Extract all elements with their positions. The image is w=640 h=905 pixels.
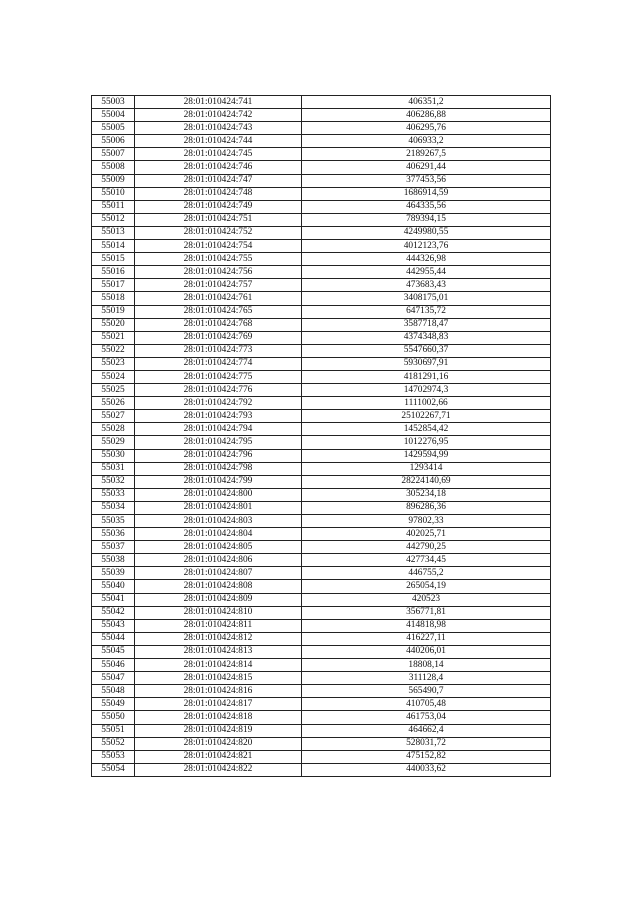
row-number-cell: 55016 (92, 266, 135, 279)
cadastral-number-cell: 28:01:010424:795 (135, 436, 302, 449)
value-cell: 440206,01 (302, 645, 551, 658)
table-row (92, 541, 551, 554)
row-number-cell: 55034 (92, 501, 135, 514)
value-cell: 265054,19 (302, 580, 551, 593)
value-cell: 442955,44 (302, 266, 551, 279)
cadastral-number-cell: 28:01:010424:807 (135, 567, 302, 580)
value-cell: 565490,7 (302, 685, 551, 698)
value-cell: 406933,2 (302, 135, 551, 148)
table-row (92, 501, 551, 514)
table-row (92, 672, 551, 685)
table-row (92, 606, 551, 619)
row-number-cell: 55037 (92, 541, 135, 554)
table-row (92, 122, 551, 135)
value-cell: 28224140,69 (302, 475, 551, 488)
table-row (92, 554, 551, 567)
row-number-cell: 55040 (92, 580, 135, 593)
cadastral-number-cell: 28:01:010424:769 (135, 331, 302, 344)
value-cell: 406291,44 (302, 161, 551, 174)
table-row (92, 685, 551, 698)
table-row (92, 331, 551, 344)
cadastral-number-cell: 28:01:010424:801 (135, 501, 302, 514)
row-number-cell: 55045 (92, 645, 135, 658)
value-cell: 1293414 (302, 462, 551, 475)
cadastral-number-cell: 28:01:010424:743 (135, 122, 302, 135)
row-number-cell: 55050 (92, 711, 135, 724)
row-number-cell: 55026 (92, 397, 135, 410)
cadastral-number-cell: 28:01:010424:817 (135, 698, 302, 711)
row-number-cell: 55053 (92, 750, 135, 763)
value-cell: 414818,98 (302, 619, 551, 632)
cadastral-number-cell: 28:01:010424:765 (135, 305, 302, 318)
cadastral-number-cell: 28:01:010424:811 (135, 619, 302, 632)
value-cell: 427734,45 (302, 554, 551, 567)
table-row (92, 292, 551, 305)
cadastral-number-cell: 28:01:010424:794 (135, 423, 302, 436)
table-row (92, 659, 551, 672)
table-row (92, 567, 551, 580)
value-cell: 4249980,55 (302, 226, 551, 239)
cadastral-number-cell: 28:01:010424:806 (135, 554, 302, 567)
table-row (92, 148, 551, 161)
cadastral-number-cell: 28:01:010424:749 (135, 200, 302, 213)
cadastral-number-cell: 28:01:010424:748 (135, 187, 302, 200)
cadastral-number-cell: 28:01:010424:793 (135, 410, 302, 423)
value-cell: 3408175,01 (302, 292, 551, 305)
cadastral-number-cell: 28:01:010424:821 (135, 750, 302, 763)
value-cell: 5930697,91 (302, 357, 551, 370)
cadastral-number-cell: 28:01:010424:820 (135, 737, 302, 750)
cadastral-number-cell: 28:01:010424:822 (135, 763, 302, 776)
value-cell: 377453,56 (302, 174, 551, 187)
value-cell: 420523 (302, 593, 551, 606)
table-row (92, 410, 551, 423)
value-cell: 1429594,99 (302, 449, 551, 462)
row-number-cell: 55022 (92, 344, 135, 357)
table-row (92, 109, 551, 122)
row-number-cell: 55009 (92, 174, 135, 187)
value-cell: 18808,14 (302, 659, 551, 672)
table-row (92, 580, 551, 593)
value-cell: 311128,4 (302, 672, 551, 685)
row-number-cell: 55017 (92, 279, 135, 292)
value-cell: 14702974,3 (302, 384, 551, 397)
cadastral-number-cell: 28:01:010424:818 (135, 711, 302, 724)
row-number-cell: 55044 (92, 632, 135, 645)
row-number-cell: 55043 (92, 619, 135, 632)
value-cell: 473683,43 (302, 279, 551, 292)
row-number-cell: 55006 (92, 135, 135, 148)
table-row (92, 645, 551, 658)
value-cell: 4374348,83 (302, 331, 551, 344)
value-cell: 442790,25 (302, 541, 551, 554)
row-number-cell: 55013 (92, 226, 135, 239)
table-row (92, 161, 551, 174)
cadastral-number-cell: 28:01:010424:761 (135, 292, 302, 305)
table-row (92, 698, 551, 711)
row-number-cell: 55020 (92, 318, 135, 331)
cadastral-number-cell: 28:01:010424:803 (135, 515, 302, 528)
row-number-cell: 55042 (92, 606, 135, 619)
cadastral-number-cell: 28:01:010424:741 (135, 96, 302, 109)
value-cell: 1686914,59 (302, 187, 551, 200)
table-row (92, 174, 551, 187)
row-number-cell: 55005 (92, 122, 135, 135)
cadastral-number-cell: 28:01:010424:774 (135, 357, 302, 370)
table-row (92, 344, 551, 357)
table-row (92, 187, 551, 200)
data-table (91, 95, 551, 777)
cadastral-number-cell: 28:01:010424:755 (135, 253, 302, 266)
cadastral-number-cell: 28:01:010424:814 (135, 659, 302, 672)
cadastral-number-cell: 28:01:010424:813 (135, 645, 302, 658)
cadastral-number-cell: 28:01:010424:809 (135, 593, 302, 606)
table-row (92, 397, 551, 410)
value-cell: 4181291,16 (302, 370, 551, 383)
table-row (92, 279, 551, 292)
table-row (92, 370, 551, 383)
cadastral-number-cell: 28:01:010424:796 (135, 449, 302, 462)
value-cell: 406295,76 (302, 122, 551, 135)
row-number-cell: 55012 (92, 213, 135, 226)
value-cell: 1452854,42 (302, 423, 551, 436)
table-row (92, 253, 551, 266)
value-cell: 410705,48 (302, 698, 551, 711)
table-row (92, 200, 551, 213)
row-number-cell: 55007 (92, 148, 135, 161)
value-cell: 406351,2 (302, 96, 551, 109)
row-number-cell: 55028 (92, 423, 135, 436)
value-cell: 1012276,95 (302, 436, 551, 449)
row-number-cell: 55011 (92, 200, 135, 213)
row-number-cell: 55025 (92, 384, 135, 397)
cadastral-number-cell: 28:01:010424:744 (135, 135, 302, 148)
value-cell: 416227,11 (302, 632, 551, 645)
row-number-cell: 55014 (92, 240, 135, 253)
row-number-cell: 55003 (92, 96, 135, 109)
cadastral-number-cell: 28:01:010424:742 (135, 109, 302, 122)
row-number-cell: 55051 (92, 724, 135, 737)
value-cell: 475152,82 (302, 750, 551, 763)
cadastral-number-cell: 28:01:010424:747 (135, 174, 302, 187)
table-row (92, 213, 551, 226)
table-row (92, 737, 551, 750)
table-row (92, 632, 551, 645)
row-number-cell: 55027 (92, 410, 135, 423)
row-number-cell: 55039 (92, 567, 135, 580)
cadastral-number-cell: 28:01:010424:799 (135, 475, 302, 488)
row-number-cell: 55010 (92, 187, 135, 200)
cadastral-number-cell: 28:01:010424:746 (135, 161, 302, 174)
table-row (92, 384, 551, 397)
table-row (92, 711, 551, 724)
row-number-cell: 55024 (92, 370, 135, 383)
row-number-cell: 55032 (92, 475, 135, 488)
row-number-cell: 55036 (92, 528, 135, 541)
cadastral-number-cell: 28:01:010424:805 (135, 541, 302, 554)
value-cell: 406286,88 (302, 109, 551, 122)
value-cell: 464662,4 (302, 724, 551, 737)
table-row (92, 318, 551, 331)
cadastral-number-cell: 28:01:010424:776 (135, 384, 302, 397)
table-row (92, 357, 551, 370)
value-cell: 4012123,76 (302, 240, 551, 253)
value-cell: 305234,18 (302, 488, 551, 501)
table-row (92, 515, 551, 528)
row-number-cell: 55038 (92, 554, 135, 567)
cadastral-number-cell: 28:01:010424:812 (135, 632, 302, 645)
row-number-cell: 55030 (92, 449, 135, 462)
value-cell: 461753,04 (302, 711, 551, 724)
cadastral-number-cell: 28:01:010424:756 (135, 266, 302, 279)
value-cell: 3587718,47 (302, 318, 551, 331)
value-cell: 5547660,37 (302, 344, 551, 357)
row-number-cell: 55052 (92, 737, 135, 750)
row-number-cell: 55029 (92, 436, 135, 449)
row-number-cell: 55004 (92, 109, 135, 122)
row-number-cell: 55054 (92, 763, 135, 776)
row-number-cell: 55047 (92, 672, 135, 685)
table-row (92, 449, 551, 462)
cadastral-number-cell: 28:01:010424:768 (135, 318, 302, 331)
value-cell: 464335,56 (302, 200, 551, 213)
cadastral-number-cell: 28:01:010424:815 (135, 672, 302, 685)
value-cell: 789394,15 (302, 213, 551, 226)
row-number-cell: 55015 (92, 253, 135, 266)
cadastral-number-cell: 28:01:010424:751 (135, 213, 302, 226)
row-number-cell: 55018 (92, 292, 135, 305)
row-number-cell: 55046 (92, 659, 135, 672)
value-cell: 444326,98 (302, 253, 551, 266)
cadastral-number-cell: 28:01:010424:798 (135, 462, 302, 475)
cadastral-number-cell: 28:01:010424:808 (135, 580, 302, 593)
cadastral-number-cell: 28:01:010424:757 (135, 279, 302, 292)
row-number-cell: 55033 (92, 488, 135, 501)
table-row (92, 305, 551, 318)
row-number-cell: 55048 (92, 685, 135, 698)
cadastral-number-cell: 28:01:010424:810 (135, 606, 302, 619)
table-row (92, 423, 551, 436)
cadastral-number-cell: 28:01:010424:775 (135, 370, 302, 383)
cadastral-number-cell: 28:01:010424:816 (135, 685, 302, 698)
row-number-cell: 55019 (92, 305, 135, 318)
table-row (92, 619, 551, 632)
cadastral-number-cell: 28:01:010424:773 (135, 344, 302, 357)
value-cell: 446755,2 (302, 567, 551, 580)
value-cell: 2189267,5 (302, 148, 551, 161)
table-row (92, 226, 551, 239)
value-cell: 25102267,71 (302, 410, 551, 423)
cadastral-number-cell: 28:01:010424:754 (135, 240, 302, 253)
value-cell: 896286,36 (302, 501, 551, 514)
row-number-cell: 55041 (92, 593, 135, 606)
row-number-cell: 55049 (92, 698, 135, 711)
cadastral-number-cell: 28:01:010424:745 (135, 148, 302, 161)
row-number-cell: 55021 (92, 331, 135, 344)
table-body (92, 96, 551, 777)
value-cell: 440033,62 (302, 763, 551, 776)
table-row (92, 240, 551, 253)
table-row (92, 763, 551, 776)
table-row (92, 135, 551, 148)
value-cell: 528031,72 (302, 737, 551, 750)
cadastral-number-cell: 28:01:010424:752 (135, 226, 302, 239)
value-cell: 647135,72 (302, 305, 551, 318)
table-row (92, 750, 551, 763)
table-row (92, 488, 551, 501)
table-row (92, 96, 551, 109)
row-number-cell: 55008 (92, 161, 135, 174)
value-cell: 1111002,66 (302, 397, 551, 410)
cadastral-number-cell: 28:01:010424:804 (135, 528, 302, 541)
cadastral-number-cell: 28:01:010424:819 (135, 724, 302, 737)
table-row (92, 462, 551, 475)
table-row (92, 593, 551, 606)
row-number-cell: 55023 (92, 357, 135, 370)
value-cell: 356771,81 (302, 606, 551, 619)
table-row (92, 266, 551, 279)
table-row (92, 475, 551, 488)
value-cell: 402025,71 (302, 528, 551, 541)
value-cell: 97802,33 (302, 515, 551, 528)
row-number-cell: 55035 (92, 515, 135, 528)
table-row (92, 436, 551, 449)
table-row (92, 528, 551, 541)
row-number-cell: 55031 (92, 462, 135, 475)
table-row (92, 724, 551, 737)
cadastral-number-cell: 28:01:010424:800 (135, 488, 302, 501)
cadastral-number-cell: 28:01:010424:792 (135, 397, 302, 410)
